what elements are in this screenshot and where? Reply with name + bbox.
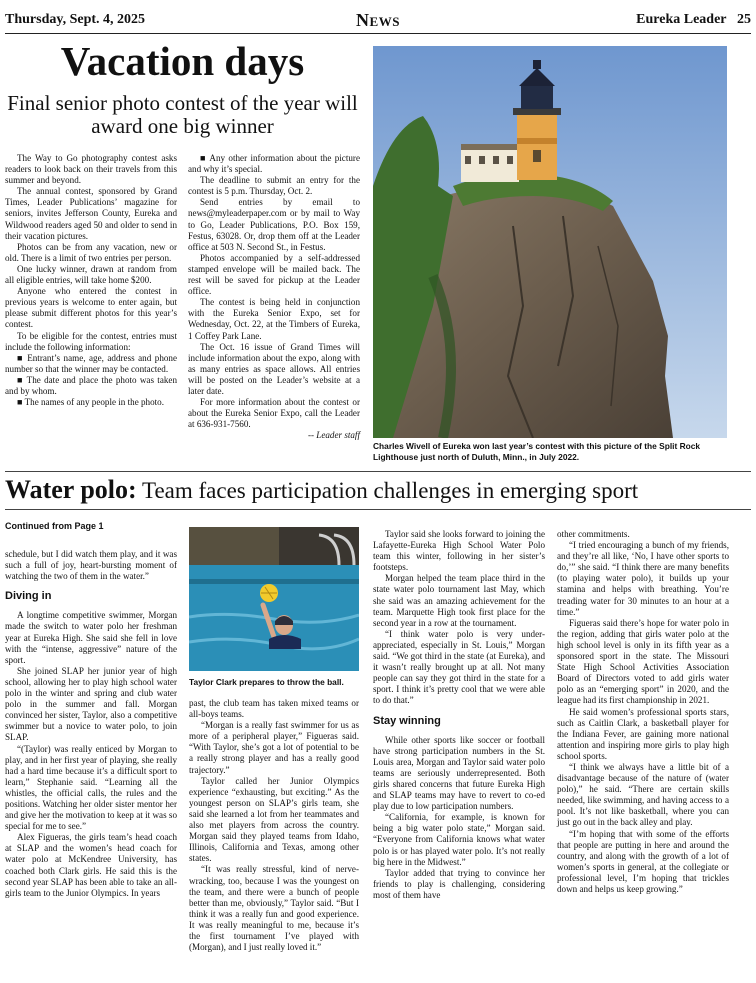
vacation-column-2 bbox=[188, 153, 360, 441]
body-paragraph: He said women’s professional sports stars, such as Caitlin Clark, a basketball player for the Indiana Fever, are gaining more national attention and inspiring more girls to play high school sports. bbox=[557, 706, 729, 761]
body-paragraph: While other sports like soccer or football have strong participation numbers in the St. Louis area, Morgan and Taylor said water polo teams are seriously underrepresented. Both girls shared concerns that future Eureka High and SLAP teams may have to revert to co-ed play due to low participation numbers. bbox=[373, 734, 545, 812]
headline-title: Team faces participation challenges in emerging sport bbox=[136, 478, 639, 503]
body-paragraph: Anyone who entered the contest in previous years is welcome to enter again, but please submit different photos for this year’s contest. bbox=[5, 286, 177, 330]
body-paragraph: Taylor said she looks forward to joining the Lafayette-Eureka High School Water Polo team this winter, following in her sister’s footsteps. bbox=[373, 529, 545, 573]
body-paragraph: “(Taylor) was really enticed by Morgan to play, and in her first year of playing, she really had a hard time because it’s a difficult sport to learn,” Stephanie said. “Learning all the whistles, the official calls, the rules and the positions. Watching her older sister mentor her and give her the motivation to keep at it was so special for me to see.” bbox=[5, 743, 177, 832]
jump-line: Continued from Page 1 bbox=[5, 521, 104, 531]
body-paragraph: The Oct. 16 issue of Grand Times will include information about the expo, along with as many entries as space allows. All entries will be posted on the Leader’s website at a later date. bbox=[188, 341, 360, 396]
body-paragraph: She joined SLAP her junior year of high school, allowing her to play high school water polo in the winter and spring and club water polo in the summer and fall. Morgan convinced her sister, Taylor, also a competitive swimmer but a novice to water polo, to join SLAP. bbox=[5, 665, 177, 743]
lighthouse-illustration bbox=[373, 46, 727, 438]
vacation-headline: Vacation days bbox=[60, 38, 305, 84]
bullet-paragraph: ■ The names of any people in the photo. bbox=[17, 397, 165, 408]
body-paragraph: “It was really stressful, kind of nerve-wracking, too, because I was the youngest on the team, and there were a bunch of people better than me, obviously,” Taylor said. “But I think it was a really fun and good experience. It was really meaningful to me, because it’s the first tournament I’ve played with (Morgan), and I just really loved it.” bbox=[189, 864, 359, 953]
body-paragraph: “Morgan is a really fast swimmer for us as more of a peripheral player,” Figueras said. “With Taylor, she’s got a lot of potential to be a really strong player and has a really good trajectory.” bbox=[189, 720, 359, 775]
section-divider bbox=[5, 509, 751, 510]
subhead-diving-in: Diving in bbox=[5, 590, 52, 603]
body-paragraph: A longtime competitive swimmer, Morgan made the switch to water polo her freshman year at Eureka High. She said she fell in love with the “intense, aggressive” nature of the sport. bbox=[5, 610, 177, 665]
body-paragraph: For more information about the contest or about the Eureka Senior Expo, call the Leader at 636-931-7560. bbox=[188, 397, 360, 430]
body-paragraph: “I’m hoping that with some of the efforts that people are putting in here and around the country, and along with the growth of a lot of women’s sports in general, at the collegiate or professional level, I’m hoping that trickles down and helps us keep growing.” bbox=[557, 828, 729, 894]
body-paragraph: The Way to Go photography contest asks readers to look back on their travels from this summer and beyond. bbox=[5, 153, 177, 186]
publication-name bbox=[636, 12, 751, 28]
body-paragraph: One lucky winner, drawn at random from all eligible entries, will take home $200. bbox=[5, 263, 177, 286]
bullet-paragraph: ■ The date and place the photo was taken and by whom. bbox=[5, 374, 177, 396]
waterpolo-column-1 bbox=[5, 549, 177, 899]
bullet-paragraph: ■ Any other information about the picture and why it’s special. bbox=[188, 153, 360, 175]
bullet-paragraph: ■ Entrant’s name, age, address and phone number so that the winner may be contacted. bbox=[5, 352, 177, 374]
body-paragraph: The annual contest, sponsored by Grand Times, Leader Publications’ magazine for seniors, invites Jefferson County, Eureka and Wildwood readers aged 50 and older to send in their vacation pictures. bbox=[5, 186, 177, 241]
body-paragraph: Alex Figueras, the girls team’s head coach at SLAP and the women’s head coach for water polo at McKendree University, has coached both Clark girls. He said this is the second year SLAP has been able to take an all-girls team to the Junior Olympics. In years bbox=[5, 832, 177, 898]
subhead-stay-winning: Stay winning bbox=[373, 714, 441, 727]
page-header bbox=[5, 8, 751, 34]
publication-title: Eureka Leader bbox=[636, 12, 727, 27]
issue-date: Thursday, Sept. 4, 2025 bbox=[5, 12, 146, 27]
waterpolo-headline bbox=[5, 474, 638, 507]
water-polo-photo bbox=[189, 527, 359, 671]
lighthouse-photo-caption: Charles Wivell of Eureka won last year’s contest with this picture of the Split Rock Lighthouse just north of Duluth, Minn., in July 2022. bbox=[373, 441, 701, 462]
body-paragraph: “California, for example, is known for being a big water polo state,” Morgan said. “Everyone from California knows what water polo is or has played water polo. It’s not really big here in the Midwest.” bbox=[373, 812, 545, 867]
body-paragraph: “I tried encouraging a bunch of my friends, and they’re all like, ‘No, I have other sports to do,’” she said. “I think there are many benefits (to playing water polo), it builds up your stamina and helps with breathing. You’re treading water for 30 minutes to an hour at a time.” bbox=[557, 540, 729, 617]
lighthouse-photo bbox=[373, 46, 727, 438]
headline-kicker: Water polo: bbox=[5, 475, 137, 504]
waterpolo-column-2 bbox=[189, 698, 359, 953]
body-paragraph: “I think we always have a little bit of a disadvantage because of the nature of (water polo),” he said. “There are certain skills needed, like swimming, and having access to a pool. It’s not like basketball, where you can just go out in the back alley and play. bbox=[557, 761, 729, 828]
water-polo-illustration bbox=[189, 527, 359, 671]
body-paragraph: The deadline to submit an entry for the contest is 5 p.m. Thursday, Oct. 2. bbox=[188, 175, 360, 197]
vacation-column-1 bbox=[5, 153, 177, 408]
body-paragraph: Photos accompanied by a self-addressed stamped envelope will be mailed back. The rest will be saved for pickup at the Leader office. bbox=[188, 252, 360, 297]
waterpolo-column-3 bbox=[373, 529, 545, 901]
section-divider bbox=[5, 471, 751, 472]
body-paragraph: “I think water polo is very under-appreciated, especially in St. Louis,” Morgan said. “We got third in the state (at Eureka), and it wasn’t really brought up at all. Not many people can say they got third in the state for a sport. I think it’s pretty cool that we were able to do that.” bbox=[373, 628, 545, 706]
body-paragraph: schedule, but I did watch them play, and it was such a full of joy, heart-bursting moment of watching the two of them in the water.” bbox=[5, 549, 177, 582]
body-paragraph: Photos can be from any vacation, new or old. There is a limit of two entries per person. bbox=[5, 241, 177, 263]
waterpolo-column-4 bbox=[557, 529, 729, 895]
page-number: 25 bbox=[737, 12, 751, 27]
body-paragraph: Morgan helped the team place third in the state water polo tournament last May, which she said was an amazing achievement for the team. Marquette High took first place for the second year in a row at the tournament. bbox=[373, 573, 545, 628]
body-paragraph: The contest is being held in conjunction with the Eureka Senior Expo, set for Wednesday, Oct. 22, at the Timbers of Eureka, 1 Coffey Park Lane. bbox=[188, 297, 360, 341]
body-paragraph: Taylor called her Junior Olympics experience “exhausting, but exciting.” As the youngest person on SLAP’s girls team, she said she learned a lot from her teammates and also met players from across the country. Morgan said they played teams from Idaho, Illinois, California and Texas, among other states. bbox=[189, 775, 359, 864]
vacation-deck: Final senior photo contest of the year will award one big winner bbox=[7, 91, 358, 138]
body-paragraph: Taylor added that trying to convince her friends to play is challenging, considering most of them have bbox=[373, 867, 545, 900]
section-name: News bbox=[356, 10, 400, 30]
body-paragraph: To be eligible for the contest, entries must include the following information: bbox=[5, 330, 177, 352]
water-polo-photo-caption: Taylor Clark prepares to throw the ball. bbox=[189, 677, 344, 687]
body-paragraph: past, the club team has taken mixed teams or all-boys teams. bbox=[189, 698, 359, 720]
body-paragraph: Send entries by email to news@myleaderpaper.com or by mail to Way to Go, Leader Publications, P.O. Box 159, Festus, 63028. Or, drop them off at the Leader office at 503 N. Second St., in Festus. bbox=[188, 197, 360, 252]
staff-signature: -- Leader staff bbox=[307, 430, 360, 441]
body-paragraph: other commitments. bbox=[557, 529, 630, 539]
body-paragraph: Figueras said there’s hope for water polo in the region, adding that girls water polo at the high school level is only in its fifth year as a sponsored sport in the state. The Missouri State High School Activities Association Board of Directors voted to add girls water polo as an “emerging sport” in 2020, and the league had its first championship in 2021. bbox=[557, 617, 729, 706]
